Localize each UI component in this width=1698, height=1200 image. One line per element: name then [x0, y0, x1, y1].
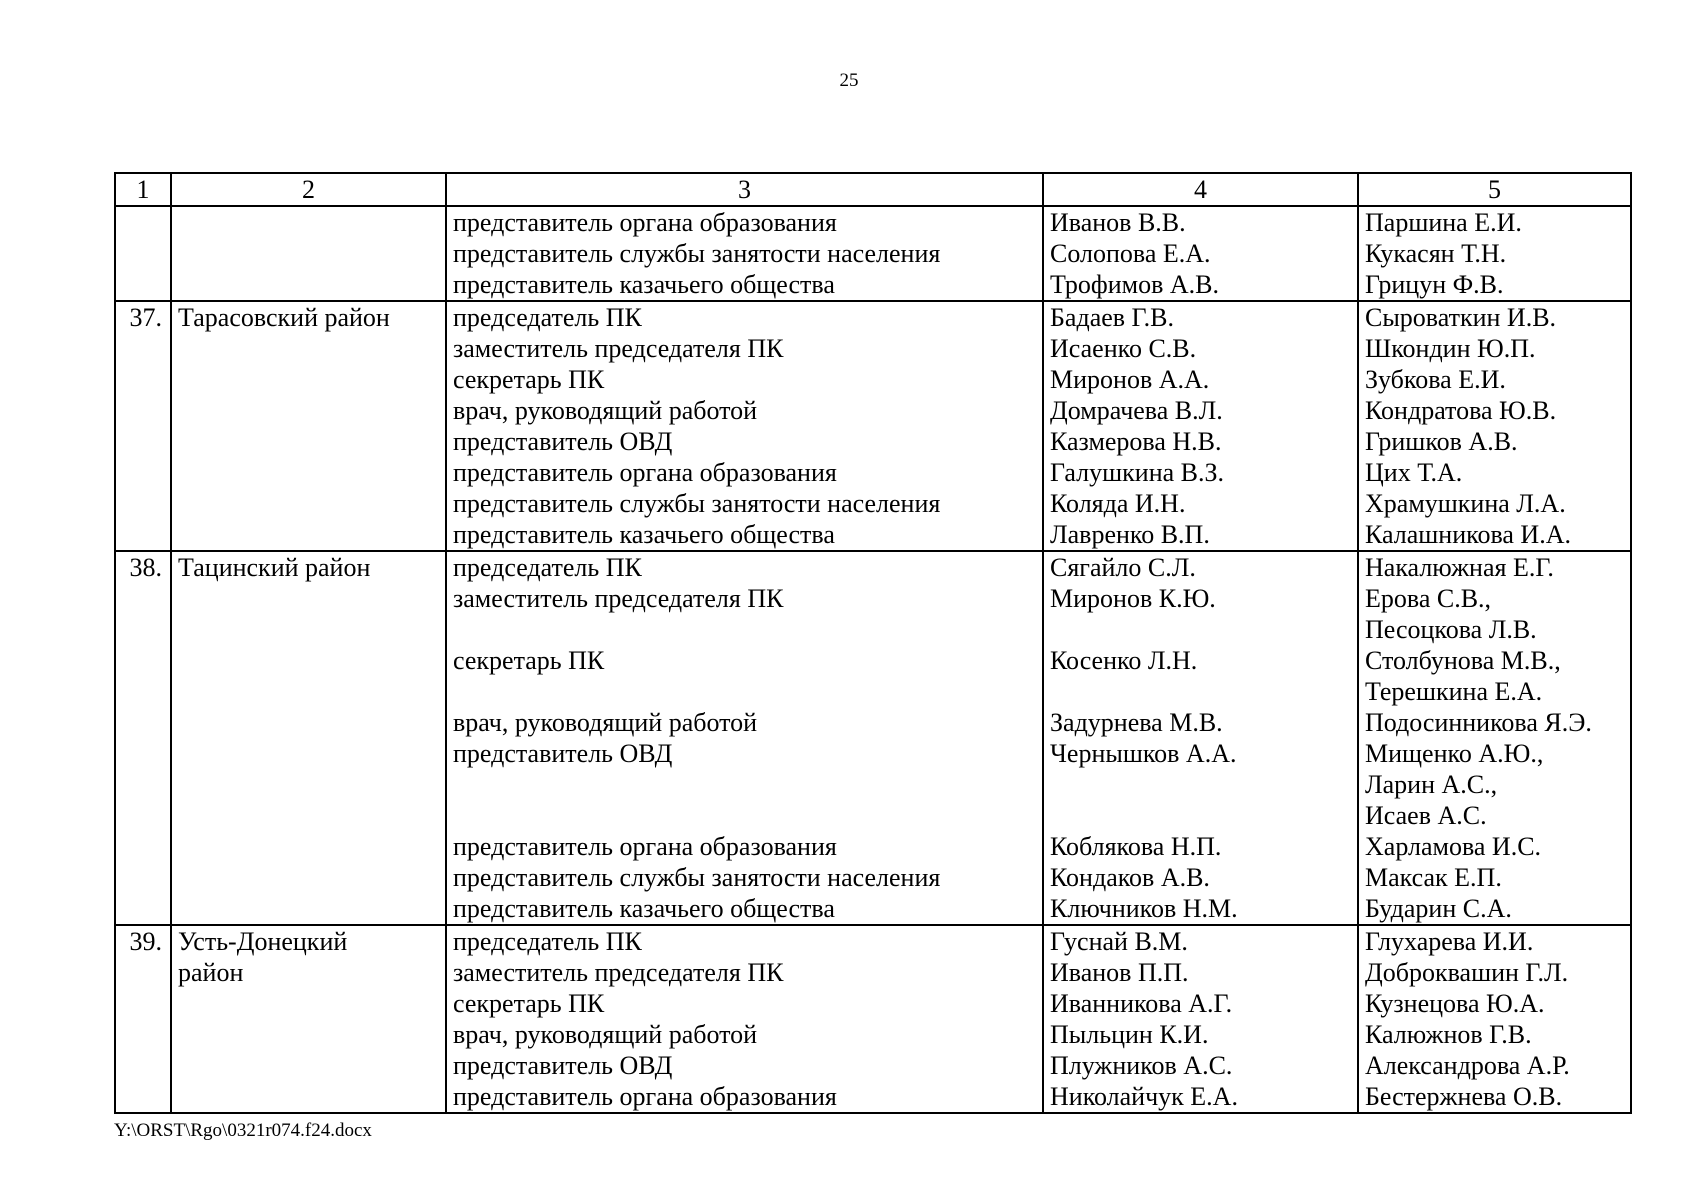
reserve-cell: Цих Т.А. [1358, 457, 1631, 488]
row-number-cell [115, 957, 171, 988]
table-row [115, 269, 1631, 301]
table-row [115, 519, 1631, 551]
district-cell [171, 738, 446, 769]
reserve-cell: Столбунова М.В., [1358, 645, 1631, 676]
table-row [115, 645, 1631, 676]
member-cell: Лавренко В.П. [1043, 519, 1358, 551]
reserve-cell: Бударин С.А. [1358, 893, 1631, 925]
table-row [115, 206, 1631, 238]
member-cell: Исаенко С.В. [1043, 333, 1358, 364]
table-row [115, 457, 1631, 488]
reserve-cell: Ларин А.С., [1358, 769, 1631, 800]
district-cell: Усть-Донецкий [171, 925, 446, 957]
district-cell [171, 206, 446, 238]
member-cell: Коблякова Н.П. [1043, 831, 1358, 862]
footer-file-path: Y:\ORST\Rgo\0321r074.f24.docx [114, 1120, 372, 1141]
district-cell [171, 769, 446, 800]
row-number-cell [115, 1081, 171, 1113]
page-number: 25 [839, 70, 859, 91]
district-cell [171, 862, 446, 893]
district-cell [171, 333, 446, 364]
reserve-cell: Александрова А.Р. [1358, 1050, 1631, 1081]
header-cell-3: 3 [446, 173, 1043, 206]
role-cell: врач, руководящий работой [446, 395, 1043, 426]
district-cell [171, 1081, 446, 1113]
role-cell [446, 800, 1043, 831]
district-cell [171, 426, 446, 457]
district-cell [171, 1019, 446, 1050]
district-cell [171, 583, 446, 614]
table-row [115, 862, 1631, 893]
member-cell: Гуснай В.М. [1043, 925, 1358, 957]
row-number-cell: 37. [115, 301, 171, 333]
header-cell-1: 1 [115, 173, 171, 206]
reserve-cell: Мищенко А.Ю., [1358, 738, 1631, 769]
member-cell [1043, 769, 1358, 800]
district-cell [171, 519, 446, 551]
table-row [115, 426, 1631, 457]
member-cell: Коляда И.Н. [1043, 488, 1358, 519]
district-cell [171, 238, 446, 269]
reserve-cell: Храмушкина Л.А. [1358, 488, 1631, 519]
row-number-cell [115, 269, 171, 301]
role-cell: председатель ПК [446, 551, 1043, 583]
table-row [115, 583, 1631, 614]
district-cell [171, 800, 446, 831]
district-cell [171, 645, 446, 676]
header-cell-2: 2 [171, 173, 446, 206]
district-cell [171, 364, 446, 395]
table-row [115, 238, 1631, 269]
header-cell-4: 4 [1043, 173, 1358, 206]
row-number-cell [115, 1019, 171, 1050]
row-number-cell [115, 426, 171, 457]
district-cell: район [171, 957, 446, 988]
row-number-cell [115, 395, 171, 426]
district-cell [171, 988, 446, 1019]
role-cell: представитель органа образования [446, 206, 1043, 238]
role-cell: представитель ОВД [446, 426, 1043, 457]
role-cell: врач, руководящий работой [446, 707, 1043, 738]
member-cell: Задурнева М.В. [1043, 707, 1358, 738]
row-number-cell: 38. [115, 551, 171, 583]
district-cell [171, 614, 446, 645]
row-number-cell [115, 519, 171, 551]
role-cell: заместитель председателя ПК [446, 583, 1043, 614]
table-row [115, 893, 1631, 925]
role-cell: представитель органа образования [446, 457, 1043, 488]
member-cell [1043, 614, 1358, 645]
row-number-cell [115, 206, 171, 238]
role-cell: представитель ОВД [446, 1050, 1043, 1081]
member-cell: Трофимов А.В. [1043, 269, 1358, 301]
reserve-cell: Ерова С.В., [1358, 583, 1631, 614]
member-cell [1043, 676, 1358, 707]
role-cell: представитель службы занятости населения [446, 238, 1043, 269]
table-row [115, 831, 1631, 862]
table-row [115, 1019, 1631, 1050]
role-cell: заместитель председателя ПК [446, 957, 1043, 988]
reserve-cell: Кондратова Ю.В. [1358, 395, 1631, 426]
reserve-cell: Сыроваткин И.В. [1358, 301, 1631, 333]
role-cell: секретарь ПК [446, 364, 1043, 395]
role-cell: председатель ПК [446, 925, 1043, 957]
member-cell: Плужников А.С. [1043, 1050, 1358, 1081]
role-cell: врач, руководящий работой [446, 1019, 1043, 1050]
member-cell: Косенко Л.Н. [1043, 645, 1358, 676]
table-row [115, 333, 1631, 364]
table-row [115, 551, 1631, 583]
row-number-cell [115, 707, 171, 738]
role-cell [446, 676, 1043, 707]
row-number-cell [115, 457, 171, 488]
role-cell [446, 614, 1043, 645]
row-number-cell [115, 893, 171, 925]
district-cell [171, 1050, 446, 1081]
reserve-cell: Кузнецова Ю.А. [1358, 988, 1631, 1019]
row-number-cell [115, 614, 171, 645]
reserve-cell: Накалюжная Е.Г. [1358, 551, 1631, 583]
header-row [115, 173, 1631, 206]
table-row [115, 676, 1631, 707]
reserve-cell: Калюжнов Г.В. [1358, 1019, 1631, 1050]
district-cell [171, 831, 446, 862]
table-row [115, 364, 1631, 395]
row-number-cell [115, 800, 171, 831]
row-number-cell [115, 769, 171, 800]
row-number-cell [115, 862, 171, 893]
role-cell: представитель казачьего общества [446, 519, 1043, 551]
row-number-cell [115, 488, 171, 519]
role-cell [446, 769, 1043, 800]
commission-table [114, 172, 1632, 1114]
role-cell: представитель органа образования [446, 1081, 1043, 1113]
table-header [115, 173, 1631, 206]
reserve-cell: Максак Е.П. [1358, 862, 1631, 893]
member-cell: Миронов А.А. [1043, 364, 1358, 395]
table-row [115, 301, 1631, 333]
reserve-cell: Зубкова Е.И. [1358, 364, 1631, 395]
district-cell: Тарасовский район [171, 301, 446, 333]
role-cell: представитель службы занятости населения [446, 862, 1043, 893]
reserve-cell: Песоцкова Л.В. [1358, 614, 1631, 645]
reserve-cell: Грицун Ф.В. [1358, 269, 1631, 301]
district-cell [171, 457, 446, 488]
reserve-cell: Калашникова И.А. [1358, 519, 1631, 551]
reserve-cell: Харламова И.С. [1358, 831, 1631, 862]
member-cell: Галушкина В.З. [1043, 457, 1358, 488]
row-number-cell [115, 988, 171, 1019]
table-body [115, 206, 1631, 1113]
district-cell [171, 395, 446, 426]
member-cell: Ключников Н.М. [1043, 893, 1358, 925]
table-row [115, 800, 1631, 831]
row-number-cell [115, 831, 171, 862]
reserve-cell: Терешкина Е.А. [1358, 676, 1631, 707]
district-cell: Тацинский район [171, 551, 446, 583]
member-cell: Иванникова А.Г. [1043, 988, 1358, 1019]
table-row [115, 1050, 1631, 1081]
role-cell: представитель органа образования [446, 831, 1043, 862]
district-cell [171, 488, 446, 519]
member-cell: Пыльцин К.И. [1043, 1019, 1358, 1050]
row-number-cell [115, 676, 171, 707]
table-row [115, 707, 1631, 738]
reserve-cell: Шкондин Ю.П. [1358, 333, 1631, 364]
member-cell: Миронов К.Ю. [1043, 583, 1358, 614]
member-cell: Николайчук Е.А. [1043, 1081, 1358, 1113]
reserve-cell: Глухарева И.И. [1358, 925, 1631, 957]
row-number-cell [115, 333, 171, 364]
row-number-cell [115, 645, 171, 676]
district-cell [171, 707, 446, 738]
header-cell-5: 5 [1358, 173, 1631, 206]
member-cell [1043, 800, 1358, 831]
table-row [115, 738, 1631, 769]
role-cell: председатель ПК [446, 301, 1043, 333]
row-number-cell [115, 364, 171, 395]
row-number-cell [115, 238, 171, 269]
role-cell: представитель казачьего общества [446, 893, 1043, 925]
reserve-cell: Подосинникова Я.Э. [1358, 707, 1631, 738]
member-cell: Иванов П.П. [1043, 957, 1358, 988]
table-row [115, 614, 1631, 645]
member-cell: Казмерова Н.В. [1043, 426, 1358, 457]
role-cell: секретарь ПК [446, 988, 1043, 1019]
table-row [115, 1081, 1631, 1113]
district-cell [171, 676, 446, 707]
member-cell: Кондаков А.В. [1043, 862, 1358, 893]
role-cell: заместитель председателя ПК [446, 333, 1043, 364]
member-cell: Солопова Е.А. [1043, 238, 1358, 269]
table-row [115, 395, 1631, 426]
role-cell: секретарь ПК [446, 645, 1043, 676]
reserve-cell: Кукасян Т.Н. [1358, 238, 1631, 269]
member-cell: Домрачева В.Л. [1043, 395, 1358, 426]
reserve-cell: Бестержнева О.В. [1358, 1081, 1631, 1113]
table-row [115, 488, 1631, 519]
row-number-cell [115, 738, 171, 769]
district-cell [171, 269, 446, 301]
row-number-cell [115, 1050, 171, 1081]
role-cell: представитель службы занятости населения [446, 488, 1043, 519]
row-number-cell: 39. [115, 925, 171, 957]
reserve-cell: Доброквашин Г.Л. [1358, 957, 1631, 988]
table-row [115, 988, 1631, 1019]
member-cell: Бадаев Г.В. [1043, 301, 1358, 333]
reserve-cell: Исаев А.С. [1358, 800, 1631, 831]
table-row [115, 769, 1631, 800]
reserve-cell: Паршина Е.И. [1358, 206, 1631, 238]
role-cell: представитель ОВД [446, 738, 1043, 769]
member-cell: Чернышков А.А. [1043, 738, 1358, 769]
row-number-cell [115, 583, 171, 614]
table-row [115, 925, 1631, 957]
reserve-cell: Гришков А.В. [1358, 426, 1631, 457]
role-cell: представитель казачьего общества [446, 269, 1043, 301]
district-cell [171, 893, 446, 925]
member-cell: Иванов В.В. [1043, 206, 1358, 238]
table-row [115, 957, 1631, 988]
member-cell: Сягайло С.Л. [1043, 551, 1358, 583]
